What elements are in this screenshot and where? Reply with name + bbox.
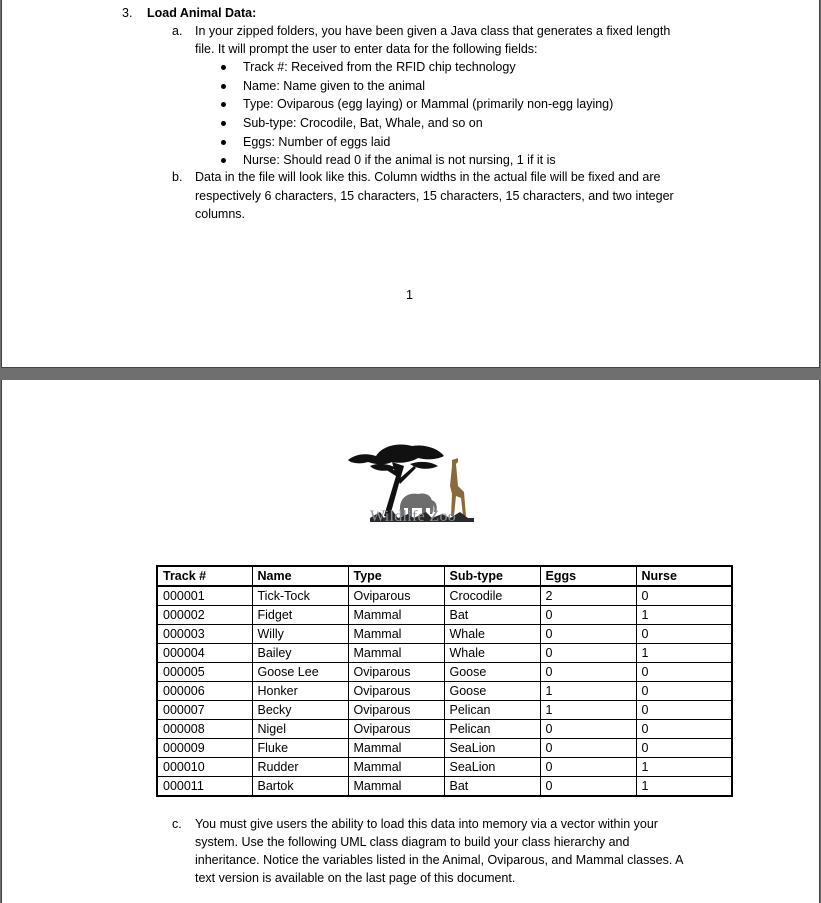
table-row [157,625,732,644]
table-cell: Oviparous [348,663,444,682]
table-cell: Bat [444,606,540,625]
item-c-line-1: You must give users the ability to load this data into memory via a vector within your [195,817,658,831]
table-cell: 1 [540,701,636,720]
table-cell: 0 [540,777,636,797]
table-cell: Fluke [252,739,348,758]
table-cell: 000003 [157,625,252,644]
table-cell: 0 [636,663,732,682]
table-cell: Mammal [348,739,444,758]
item-c-line-3: inheritance. Notice the variables listed in the Animal, Oviparous, and Mammal classes. A [195,853,684,867]
item-b-letter: b. [172,170,183,184]
table-row [157,606,732,625]
bullet-item: Sub-type: Crocodile, Bat, Whale, and so on [243,116,483,130]
table-cell: Bat [444,777,540,797]
table-cell: 000008 [157,720,252,739]
table-cell: 0 [540,739,636,758]
table-cell: Nigel [252,720,348,739]
item-c-line-4: text version is available on the last page of this document. [195,871,516,885]
table-cell: 1 [636,606,732,625]
table-cell: Goose Lee [252,663,348,682]
table-cell: Oviparous [348,720,444,739]
item-a-line-2: file. It will prompt the user to enter data for the following fields: [195,42,538,56]
table-cell: Oviparous [348,586,444,606]
table-cell: 0 [636,586,732,606]
table-cell: 0 [540,720,636,739]
table-row [157,739,732,758]
table-cell: Mammal [348,625,444,644]
table-cell: SeaLion [444,739,540,758]
table-cell: 1 [636,758,732,777]
column-header: Track # [157,566,252,586]
item-b-line-2: respectively 6 characters, 15 characters, 15 characters, 15 characters, and two integer [195,189,674,203]
page-number: 1 [406,288,413,302]
section-title: Load Animal Data: [147,6,257,20]
table-cell: Willy [252,625,348,644]
column-header: Eggs [540,566,636,586]
bullet-item: Track #: Received from the RFID chip technology [243,60,516,74]
bullet-dot [221,65,226,70]
animal-data-table [156,565,733,797]
table-row [157,682,732,701]
table-cell: 000006 [157,682,252,701]
table-cell: 000010 [157,758,252,777]
bullet-item: Eggs: Number of eggs laid [243,135,391,149]
bullet-item: Nurse: Should read 0 if the animal is not nursing, 1 if it is [243,153,556,167]
table-cell: Tick-Tock [252,586,348,606]
item-b-line-1: Data in the file will look like this. Column widths in the actual file will be fixed and are [195,170,661,184]
table-cell: Whale [444,644,540,663]
bullet-item: Name: Name given to the animal [243,79,426,93]
bullet-dot [221,84,226,89]
table-cell: 000004 [157,644,252,663]
bullet-dot [221,158,226,163]
bullet-item: Type: Oviparous (egg laying) or Mammal (primarily non-egg laying) [243,97,614,111]
table-cell: 0 [636,720,732,739]
table-cell: Honker [252,682,348,701]
table-cell: 0 [540,625,636,644]
table-row [157,720,732,739]
bullet-dot [221,140,226,145]
table-cell: 1 [636,777,732,797]
item-b-line-3: columns. [195,207,246,221]
column-header: Sub-type [444,566,540,586]
table-cell: 000011 [157,777,252,797]
table-cell: 1 [540,682,636,701]
column-header: Type [348,566,444,586]
table-cell: 0 [636,682,732,701]
table-cell: Fidget [252,606,348,625]
table-cell: 000007 [157,701,252,720]
table-cell: Mammal [348,777,444,797]
table-cell: 000001 [157,586,252,606]
table-cell: Goose [444,682,540,701]
table-cell: Whale [444,625,540,644]
logo-text: Wildlife Zoo [370,508,457,525]
table-cell: SeaLion [444,758,540,777]
bullet-dot [221,102,226,107]
table-row [157,758,732,777]
document-page-2 [1,380,820,903]
table-cell: Rudder [252,758,348,777]
table-cell: Pelican [444,701,540,720]
table-cell: Mammal [348,606,444,625]
table-cell: Mammal [348,644,444,663]
bullet-dot [221,121,226,126]
table-cell: 0 [540,758,636,777]
table-cell: Pelican [444,720,540,739]
table-cell: 0 [636,739,732,758]
table-row [157,586,732,606]
item-a-letter: a. [172,24,183,38]
table-cell: 0 [540,606,636,625]
table-cell: 0 [636,625,732,644]
table-cell: 0 [540,644,636,663]
table-cell: Bartok [252,777,348,797]
table-cell: 0 [540,663,636,682]
table-cell: Oviparous [348,701,444,720]
table-cell: Becky [252,701,348,720]
table-cell: Mammal [348,758,444,777]
table-cell: 000002 [157,606,252,625]
document-page-1 [1,0,820,368]
item-a-line-1: In your zipped folders, you have been given a Java class that generates a fixed length [195,24,671,38]
table-cell: 1 [636,644,732,663]
table-cell: Oviparous [348,682,444,701]
table-cell: Crocodile [444,586,540,606]
table-cell: Bailey [252,644,348,663]
table-cell: 000009 [157,739,252,758]
table-row [157,644,732,663]
table-header-row [157,566,732,586]
item-c-letter: c. [172,817,182,831]
item-c-line-2: system. Use the following UML class diagram to build your class hierarchy and [195,835,630,849]
table-row [157,663,732,682]
table-cell: Goose [444,663,540,682]
table-cell: 0 [636,701,732,720]
table-cell: 2 [540,586,636,606]
column-header: Nurse [636,566,732,586]
table-row [157,701,732,720]
section-number: 3. [122,6,133,20]
column-header: Name [252,566,348,586]
table-cell: 000005 [157,663,252,682]
table-row [157,777,732,797]
